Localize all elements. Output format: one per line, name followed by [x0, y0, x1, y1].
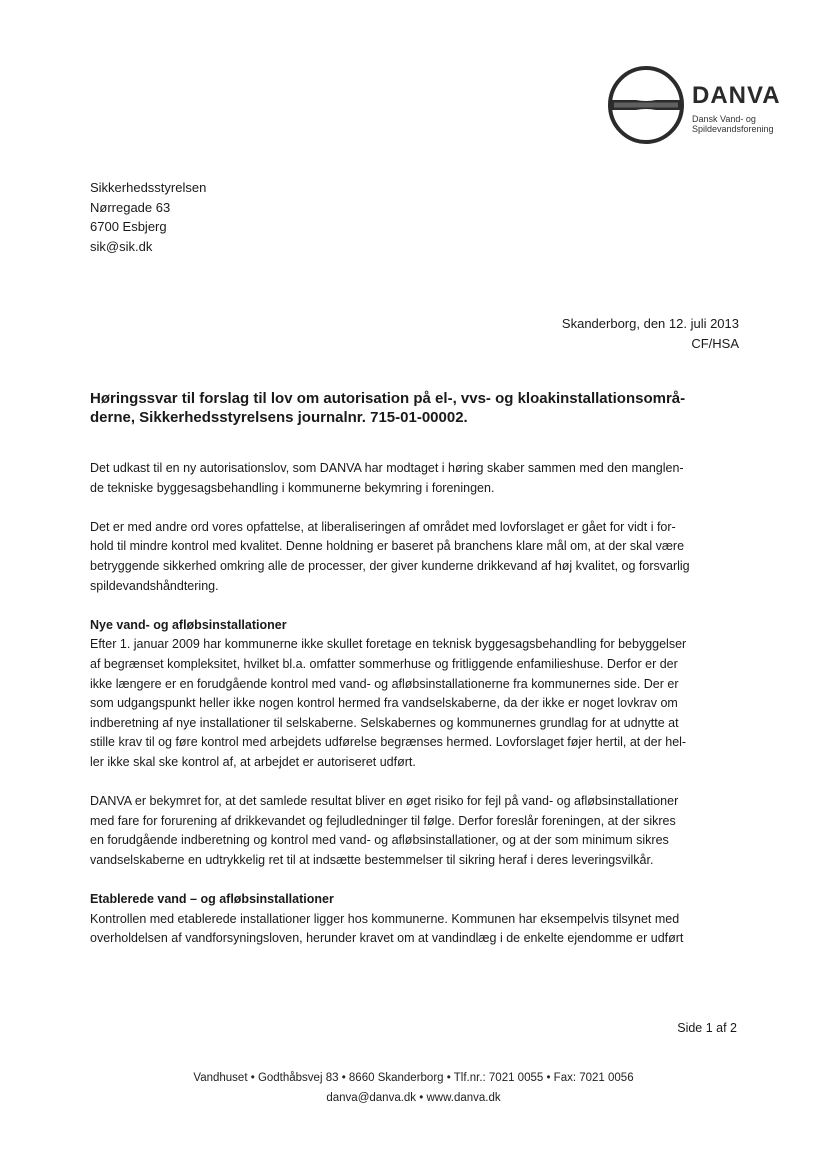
paragraph-line: som udgangspunkt heller ikke nogen kontrol hermed fra vandselskaberne, da der ikke er noget lovkrav om	[90, 696, 678, 711]
section-heading: Etablerede vand – og afløbsinstallationer	[90, 892, 334, 907]
paragraph-line: en forudgående indberetning og kontrol med vand- og afløbsinstallationer, og at der som minimum sikres	[90, 833, 669, 848]
paragraph-line: af begrænset kompleksitet, hvilket bl.a. omfatter sommerhuse og fritliggende enfamilieshuse. Derfor er der	[90, 656, 678, 671]
paragraph-line: Det udkast til en ny autorisationslov, som DANVA har modtaget i høring skaber sammen med den manglen-	[90, 461, 684, 475]
paragraph-line: Kontrollen med etablerede installationer ligger hos kommunerne. Kommunen har eksempelvis tilsynet med	[90, 911, 680, 926]
title-line: Høringssvar til forslag til lov om autorisation på el-, vvs- og kloakinstallationsområ-	[90, 390, 686, 407]
danva-logo-icon	[606, 64, 686, 146]
danva-logo	[606, 64, 786, 146]
letter-footer	[0, 1068, 827, 1108]
paragraph-line: de tekniske byggesagsbehandling i kommunerne bekymring i foreningen.	[90, 480, 495, 495]
paragraph-line: DANVA er bekymret for, at det samlede resultat bliver en øget risiko for fejl på vand- og afløbsinstallationer	[90, 794, 679, 809]
logo-subtitle	[692, 114, 774, 134]
paragraph	[90, 459, 750, 498]
section-established-installations	[90, 890, 750, 949]
paragraph-line: Efter 1. januar 2009 har kommunerne ikke skullet foretage en teknisk byggesagsbehandling for bebyggelser	[90, 637, 687, 652]
paragraph-line: betryggende sikkerhed omkring alle de processer, der giver kunderne drikkevand af høj kvalitet, og forsvarlig	[90, 558, 690, 573]
paragraph-line: Det er med andre ord vores opfattelse, at liberaliseringen af området med lovforslaget er gået for vidt i for-	[90, 519, 676, 534]
recipient-email: sik@sik.dk	[90, 238, 153, 254]
paragraph-line: hold til mindre kontrol med kvalitet. Denne holdning er baseret på branchens klare mål om, at der skal være	[90, 539, 685, 554]
paragraph-line: spildevandshåndtering.	[90, 578, 219, 593]
paragraph-line: med fare for forurening af drikkevandet og fejludledninger til følge. Derfor foreslår foreningen, at der sikres	[90, 813, 676, 828]
paragraph-line: stille krav til og føre kontrol med arbejdets udførelse begrænses hermed. Lovforslaget føjer hertil, at der hel-	[90, 735, 687, 750]
paragraph-line: ler ikke skal ske kontrol af, at arbejdet er autoriseret udført.	[90, 754, 416, 769]
footer-contact: danva@danva.dk • www.danva.dk	[326, 1092, 501, 1104]
logo-name: DANVA	[692, 82, 781, 109]
title-line: derne, Sikkerhedsstyrelsens journalnr. 715-01-00002.	[90, 409, 468, 426]
logo-subtitle-line: Spildevandsforening	[692, 124, 774, 134]
paragraph-line: vandselskaberne en udtrykkelig ret til at indsætte bestemmelser til sikring heraf i deres leveringsvilkår.	[90, 852, 654, 867]
section-heading: Nye vand- og afløbsinstallationer	[90, 617, 287, 632]
page-number: Side 1 af 2	[677, 1021, 737, 1035]
paragraph	[90, 518, 750, 596]
letter-title	[90, 389, 750, 427]
letter-date: Skanderborg, den 12. juli 2013	[561, 316, 739, 331]
recipient-line: 6700 Esbjerg	[90, 219, 167, 234]
logo-subtitle-line: Dansk Vand- og	[692, 114, 756, 124]
recipient-line: Sikkerhedsstyrelsen	[90, 180, 207, 195]
footer-address: Vandhuset • Godthåbsvej 83 • 8660 Skanderborg • Tlf.nr.: 7021 0055 • Fax: 7021 0056	[193, 1072, 634, 1084]
recipient-line: Nørregade 63	[90, 199, 171, 215]
recipient-address	[90, 178, 206, 256]
section-new-installations	[90, 616, 750, 773]
paragraph-line: overholdelsen af vandforsyningsloven, herunder kravet om at vandindlæg i de enkelte ejendomme er udført	[90, 931, 684, 946]
letter-body	[90, 459, 750, 949]
paragraph-line: indberetning af nye installationer til selskaberne. Selskabernes og kommunernes grundlag for at udnytte at	[90, 715, 679, 730]
date-block	[562, 314, 739, 353]
paragraph-line: ikke længere er en forudgående kontrol med vand- og afløbsinstallationerne fra kommunernes side. Der er	[90, 676, 679, 691]
letter-reference: CF/HSA	[691, 335, 739, 351]
paragraph	[90, 792, 750, 870]
